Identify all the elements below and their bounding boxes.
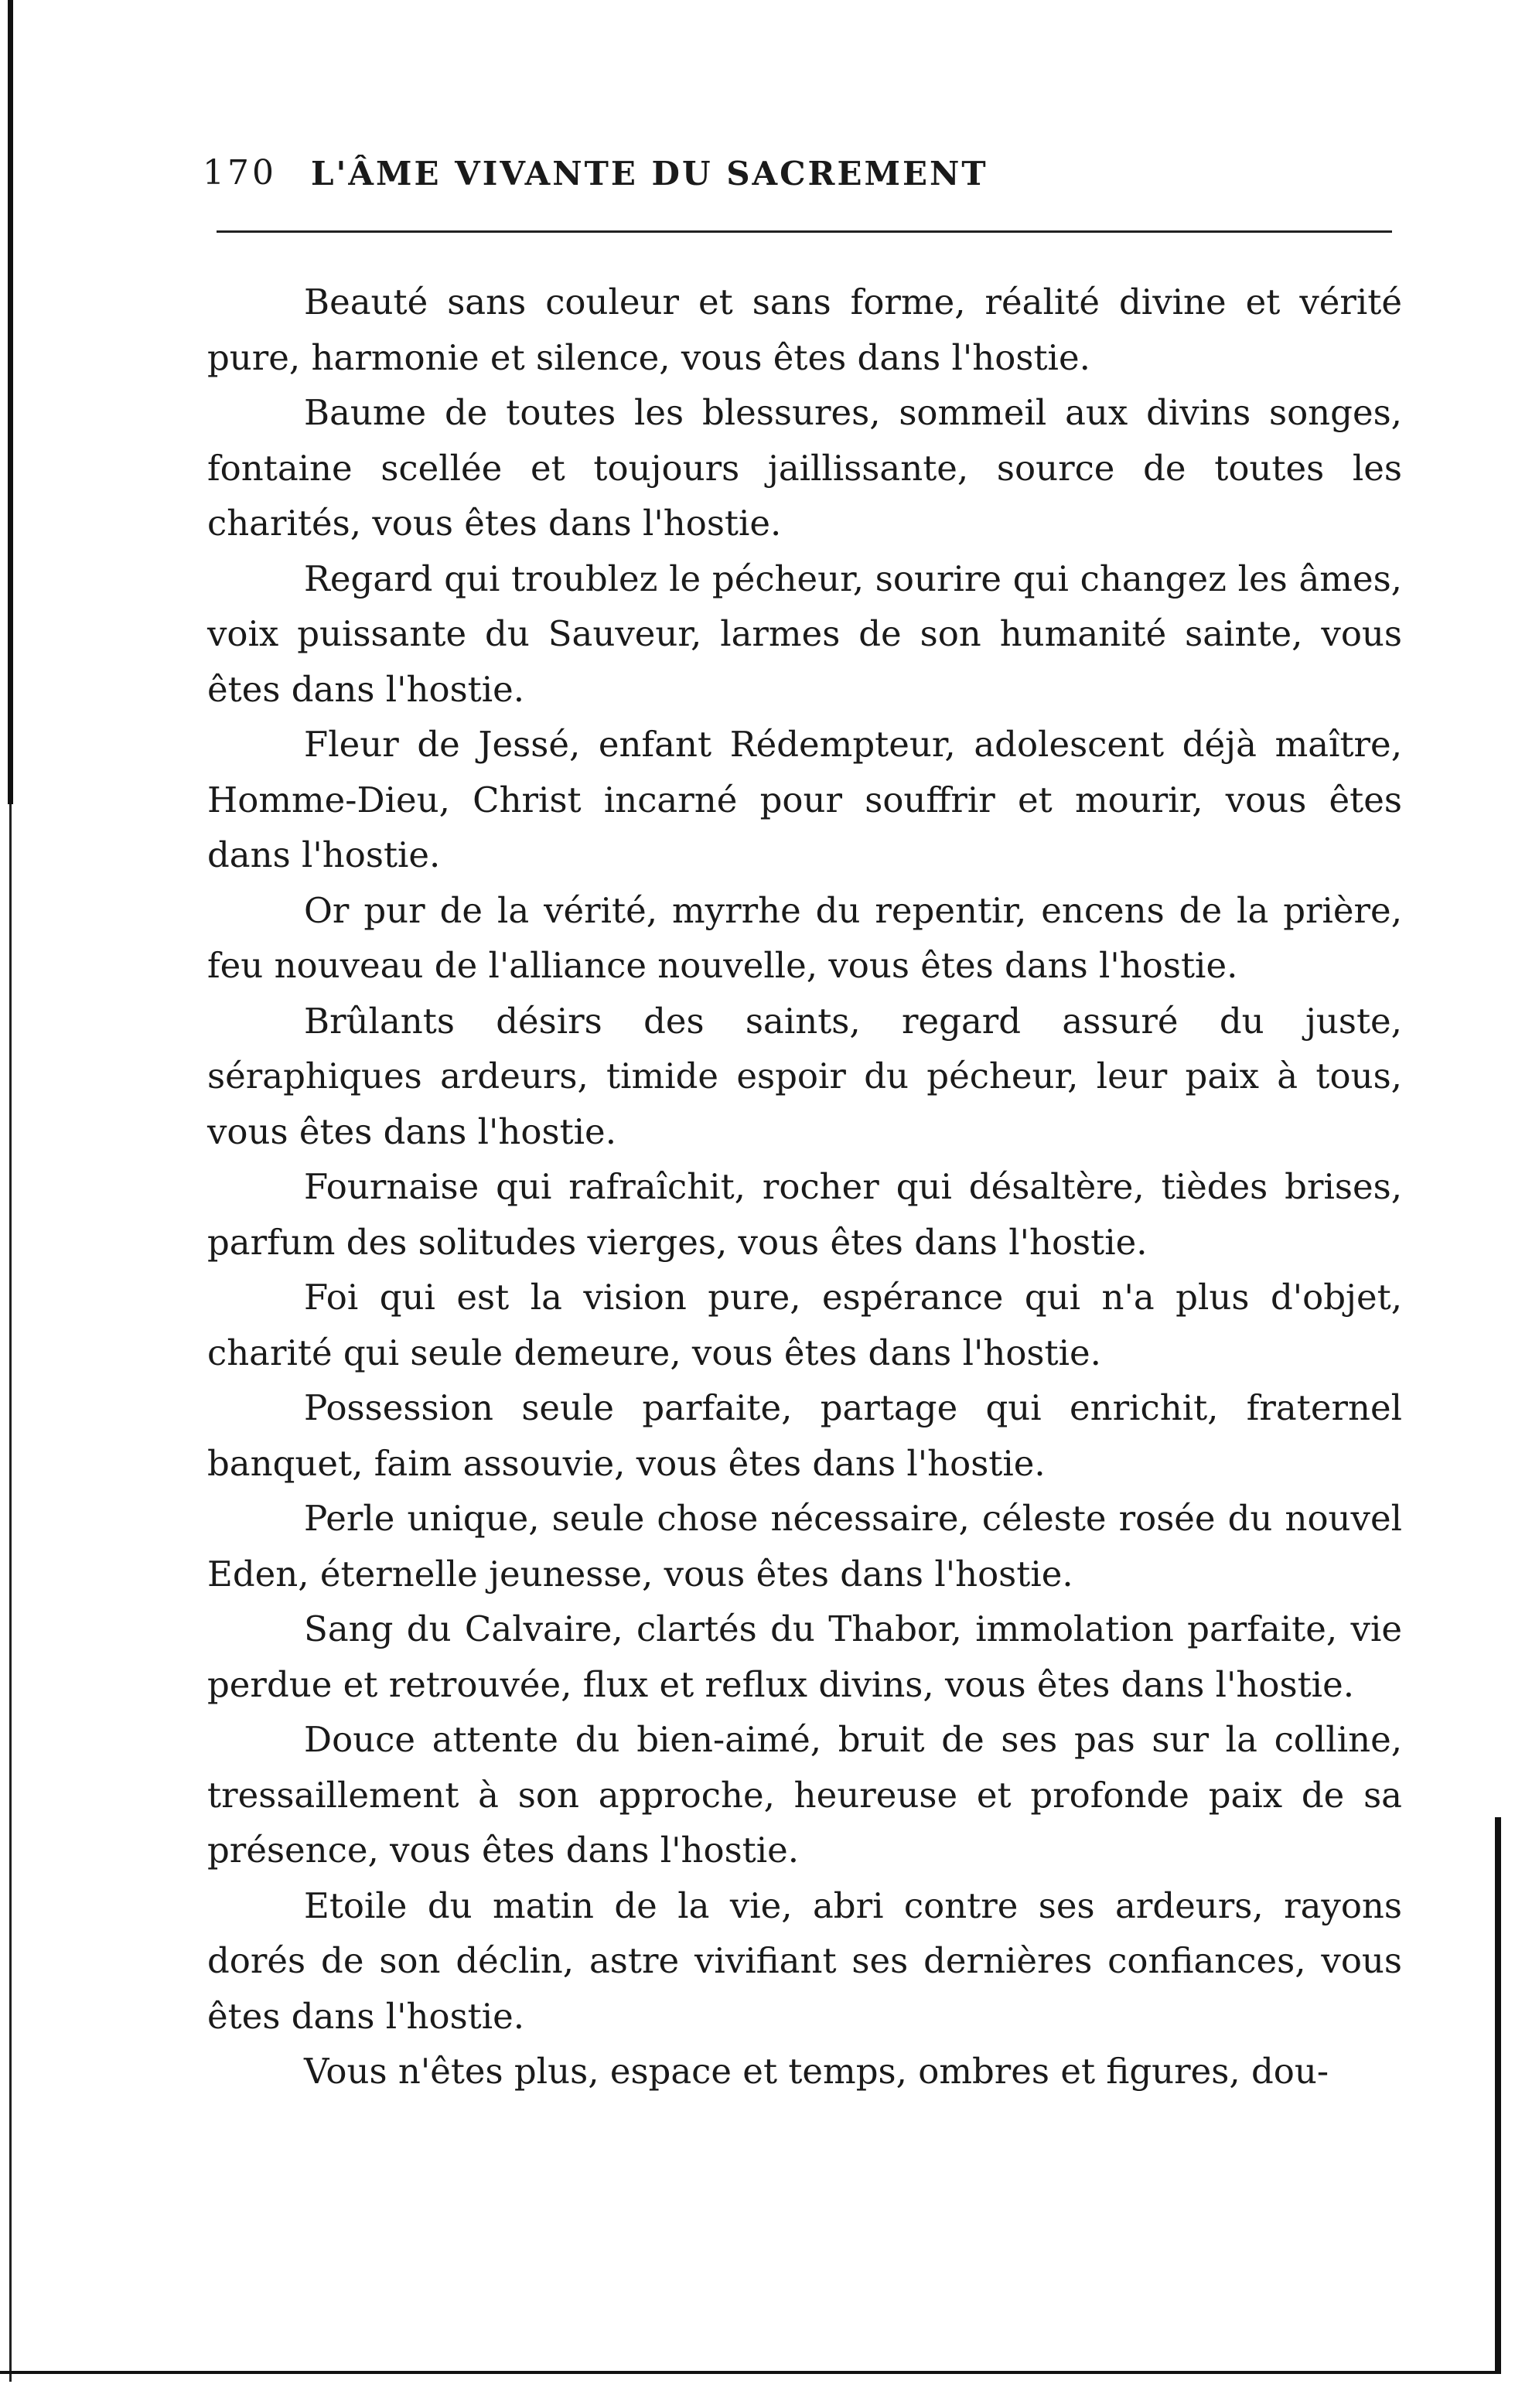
paragraph: Foi qui est la vision pure, espérance qui n'a plus d'objet, charité qui seule demeure, vous êtes dans l'hostie.: [207, 1277, 1402, 1373]
paragraph: Or pur de la vérité, myrrhe du repentir, encens de la prière, feu nouveau de l'alliance nouvelle, vous êtes dans l'hostie.: [207, 889, 1402, 986]
paragraph: Beauté sans couleur et sans forme, réalité divine et vérité pure, harmonie et silence, vous êtes dans l'hostie.: [207, 281, 1402, 378]
paragraph: Douce attente du bien-aimé, bruit de ses pas sur la colline, tressaillement à son approche, heureuse et profonde paix de sa présence, vous êtes dans l'hostie.: [207, 1719, 1402, 1871]
paragraph: Possession seule parfaite, partage qui enrichit, fraternel banquet, faim assouvie, vous êtes dans l'hostie.: [207, 1387, 1402, 1484]
paragraph: Fournaise qui rafraîchit, rocher qui désaltère, tièdes brises, parfum des solitudes vierges, vous êtes dans l'hostie.: [207, 1166, 1402, 1263]
scan-bottom-edge: [0, 2371, 1501, 2374]
paragraph: Fleur de Jessé, enfant Rédempteur, adolescent déjà maître, Homme-Dieu, Christ incarné pour souffrir et mourir, vous êtes dans l'hostie.: [207, 724, 1402, 875]
running-head: L'ÂME VIVANTE DU SACREMENT: [311, 155, 988, 193]
text-body: [207, 275, 1402, 2099]
paragraph: Regard qui troublez le pécheur, sourire qui changez les âmes, voix puissante du Sauveur, larmes de son humanité sainte, vous êtes dans l'hostie.: [207, 558, 1402, 710]
paragraph: Etoile du matin de la vie, abri contre ses ardeurs, rayons dorés de son déclin, astre vivifiant ses dernières confiances, vous êtes dans l'hostie.: [207, 1884, 1402, 2037]
paragraph: Perle unique, seule chose nécessaire, céleste rosée du nouvel Eden, éternelle jeunesse, vous êtes dans l'hostie.: [207, 1498, 1402, 1595]
scan-left-edge-lower: [9, 804, 12, 2382]
paragraph: Sang du Calvaire, clartés du Thabor, immolation parfaite, vie perdue et retrouvée, flux et reflux divins, vous êtes dans l'hostie.: [207, 1608, 1402, 1705]
page-header: [203, 148, 1401, 203]
header-rule: [217, 230, 1392, 233]
paragraph: Vous n'êtes plus, espace et temps, ombres et figures, dou-: [304, 2051, 1329, 2092]
paragraph: Brûlants désirs des saints, regard assuré du juste, séraphiques ardeurs, timide espoir du pécheur, leur paix à tous, vous êtes dans l'hostie.: [207, 1000, 1402, 1152]
scan-left-edge: [8, 0, 13, 804]
scan-right-edge: [1495, 1817, 1501, 2374]
page-number: 170: [203, 153, 277, 193]
paragraph: Baume de toutes les blessures, sommeil aux divins songes, fontaine scellée et toujours jaillissante, source de toutes les charités, vous êtes dans l'hostie.: [207, 392, 1402, 544]
